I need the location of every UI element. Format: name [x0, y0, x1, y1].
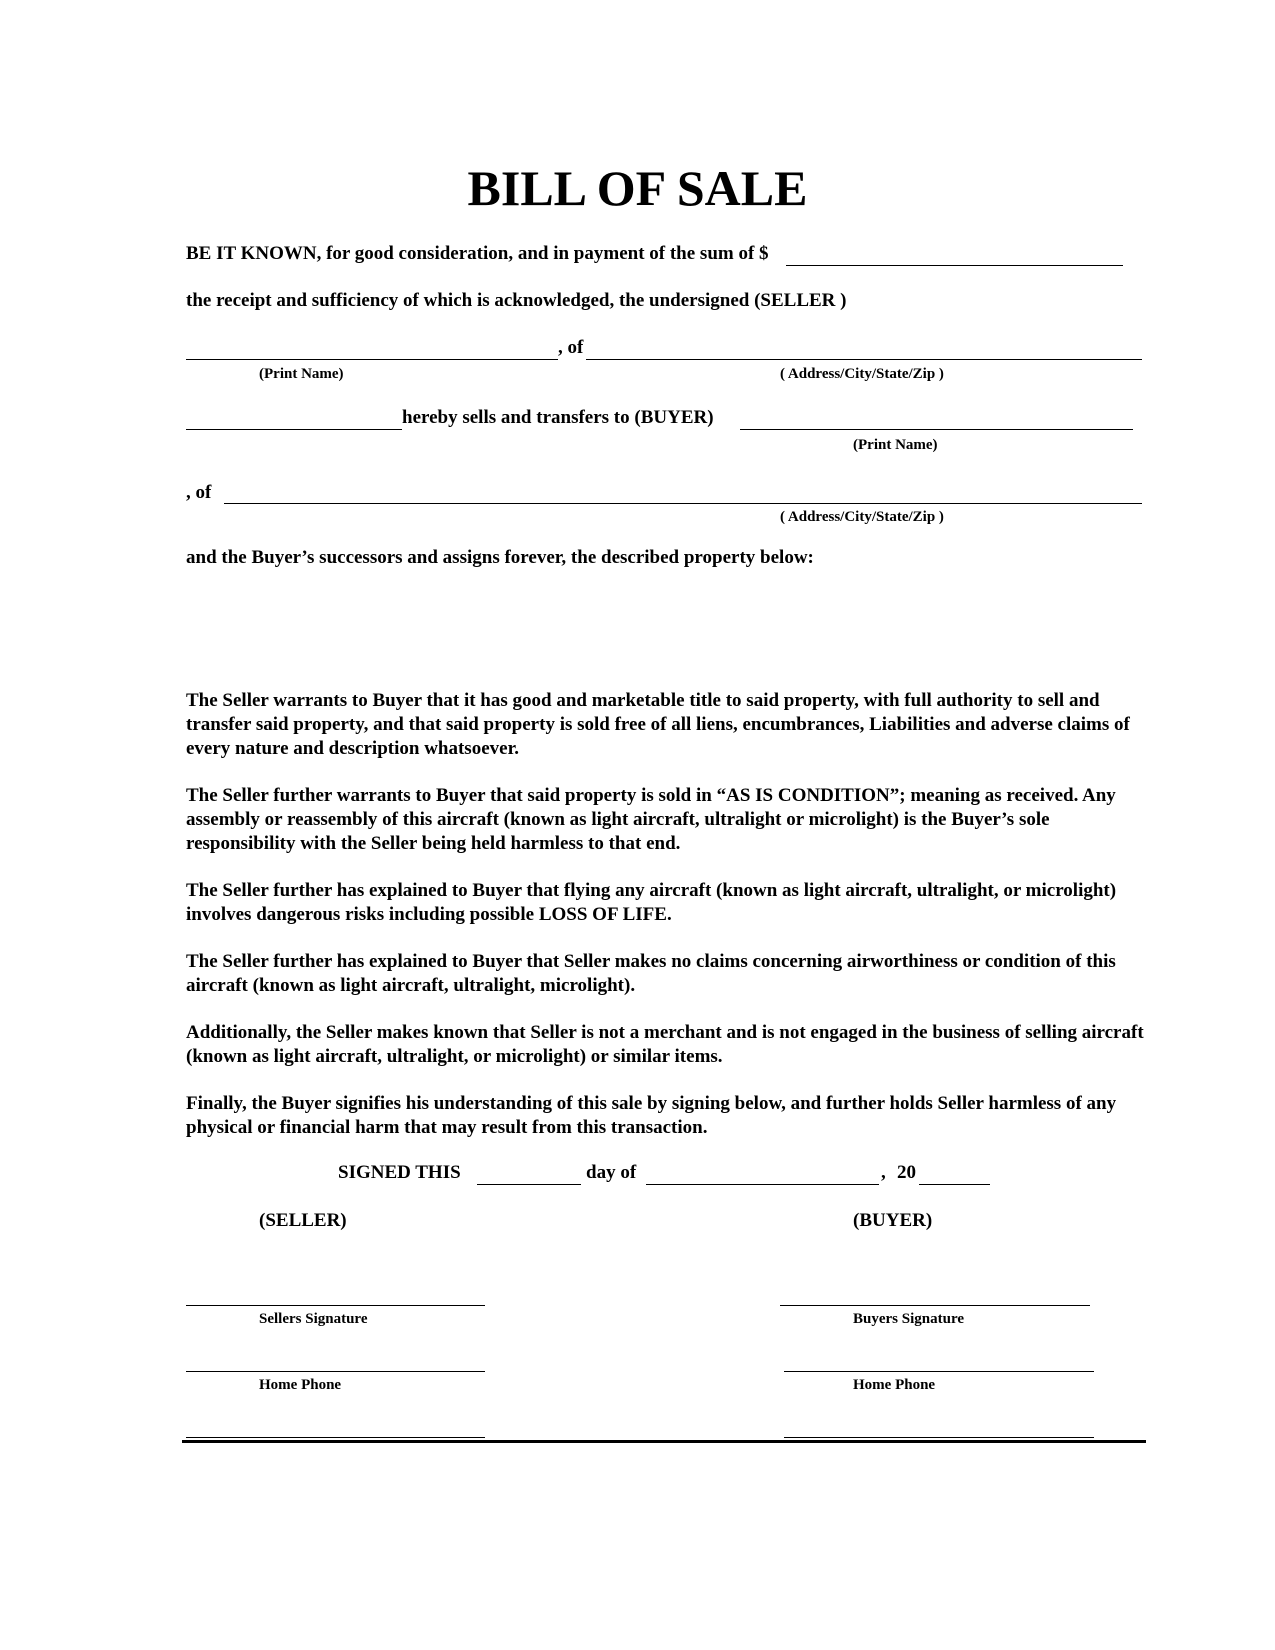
- date-comma: ,: [881, 1162, 886, 1183]
- seller-signature-field[interactable]: [186, 1305, 485, 1306]
- seller-address-label: ( Address/City/State/Zip ): [780, 366, 944, 382]
- seller-name-field[interactable]: [186, 359, 558, 360]
- seller-heading: (SELLER): [259, 1210, 347, 1231]
- seller-print-name-label: (Print Name): [259, 366, 344, 382]
- understanding-paragraph: Finally, the Buyer signifies his understanding of this sale by signing below, and further holds Seller harmless of any physical or financial harm that may result from this transaction.: [186, 1093, 1117, 1138]
- buyer-name-field[interactable]: [740, 429, 1133, 430]
- as-is-paragraph: The Seller further warrants to Buyer that said property is sold in “AS IS CONDITION”; meaning as received. Any assembly or reassembly of this aircraft (known as light aircraft, ultralight or microlight) is the Buyer’s sole responsibility with the Seller being held harmless to that end.: [186, 785, 1116, 854]
- seller-sign-name-field[interactable]: [186, 429, 402, 430]
- buyer-signature-field[interactable]: [780, 1305, 1090, 1306]
- not-merchant-paragraph: Additionally, the Seller makes known that Seller is not a merchant and is not engaged in the business of selling aircraft (known as light aircraft, ultralight, or microlight) or similar items.: [186, 1022, 1144, 1067]
- seller-home-phone-label: Home Phone: [259, 1377, 342, 1393]
- transfer-text: hereby sells and transfers to (BUYER): [402, 407, 714, 428]
- buyer-extra-field[interactable]: [784, 1437, 1094, 1438]
- buyer-of-label: , of: [186, 482, 212, 503]
- receipt-text: the receipt and sufficiency of which is acknowledged, the undersigned (SELLER ): [186, 290, 847, 311]
- buyer-home-phone-field[interactable]: [784, 1371, 1094, 1372]
- sum-field[interactable]: [786, 265, 1123, 266]
- signed-this-label: SIGNED THIS: [338, 1162, 461, 1183]
- seller-address-field[interactable]: [586, 359, 1142, 360]
- property-text: and the Buyer’s successors and assigns forever, the described property below:: [186, 547, 814, 568]
- buyer-address-label: ( Address/City/State/Zip ): [780, 509, 944, 525]
- warranty-paragraph: The Seller warrants to Buyer that it has good and marketable title to said property, with full authority to sell and transfer said property, and that said property is sold free of all liens, encumbrances, Liabilities and adverse claims of every nature and description whatsoever.: [186, 690, 1130, 759]
- buyer-print-name-label: (Print Name): [853, 437, 938, 453]
- seller-of-label: , of: [558, 337, 584, 358]
- seller-home-phone-field[interactable]: [186, 1371, 485, 1372]
- airworthiness-paragraph: The Seller further has explained to Buyer that Seller makes no claims concerning airworthiness or condition of this aircraft (known as light aircraft, ultralight, microlight).: [186, 951, 1116, 996]
- sellers-signature-label: Sellers Signature: [259, 1311, 368, 1327]
- buyer-address-field[interactable]: [224, 503, 1142, 504]
- buyer-home-phone-label: Home Phone: [853, 1377, 936, 1393]
- bottom-rule: [182, 1440, 1146, 1443]
- signed-month-field[interactable]: [646, 1184, 879, 1185]
- signed-day-field[interactable]: [477, 1184, 581, 1185]
- risk-paragraph: The Seller further has explained to Buyer that flying any aircraft (known as light aircraft, ultralight, or microlight) involves dangerous risks including possible LOSS OF LIFE.: [186, 880, 1117, 925]
- consideration-text: BE IT KNOWN, for good consideration, and in payment of the sum of $: [186, 243, 769, 264]
- day-of-label: day of: [586, 1162, 637, 1183]
- buyers-signature-label: Buyers Signature: [853, 1311, 964, 1327]
- year-prefix: 20: [897, 1162, 916, 1183]
- signed-year-field[interactable]: [919, 1184, 990, 1185]
- buyer-heading: (BUYER): [853, 1210, 933, 1231]
- seller-extra-field[interactable]: [186, 1437, 485, 1438]
- document-title: BILL OF SALE: [467, 160, 808, 216]
